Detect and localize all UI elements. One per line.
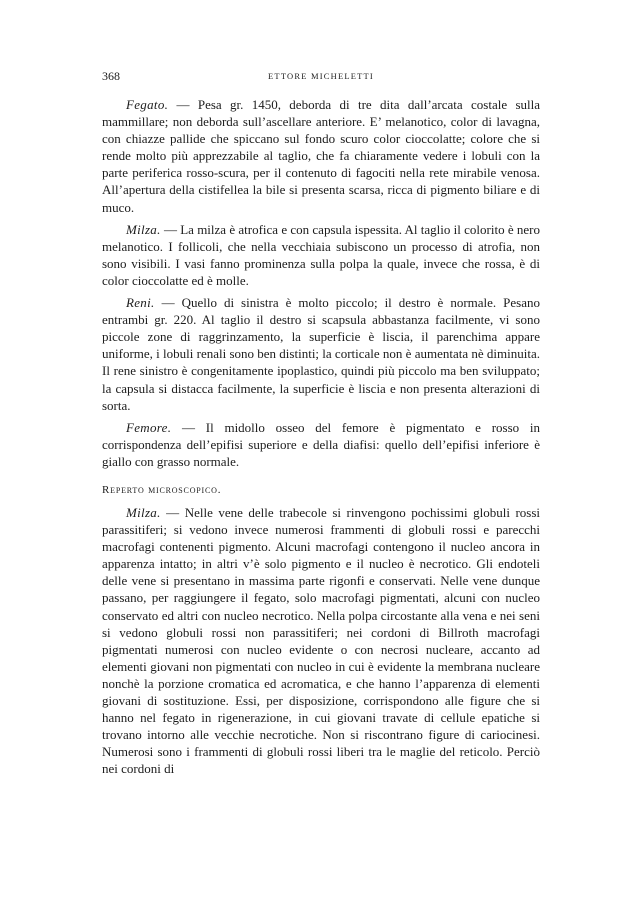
paragraph-text: — Quello di sinistra è molto piccolo; il destro è normale. Pesano entrambi gr. 220. Al taglio il destro si scapsula abbastanza facilmente, vi sono piccole zone di raggrinzamento, la superficie è liscia, il parenchima appare uniforme, i lobuli renali sono ben distinti; la corticale non è aumentata nè diminuita. Il rene sinistro è congenitamente ipoplastico, quindi più piccolo ma ben sviluppato; la capsula si distacca facilmente, la superficie è liscia e non presenta alterazioni di sorta. bbox=[102, 295, 540, 413]
paragraph-milza-microscopic bbox=[102, 504, 540, 778]
paragraph-femore bbox=[102, 419, 540, 470]
term-femore: Femore. bbox=[126, 419, 172, 435]
term-fegato: Fegato. bbox=[126, 97, 169, 112]
term-reni: Reni. bbox=[126, 295, 155, 311]
paragraph-text: — Nelle vene delle trabecole si rinvengono pochissimi globuli rossi parassitiferi; si vedono invece numerosi frammenti di globuli rossi e parecchi macrofagi contenenti pigmento. Alcuni macrofagi contengono il nucleo ancora in apparenza intatto; in altri v’è solo pigmento e il nucleo è necrotico. Gli endoteli delle vene si presentano in massima parte rigonfi e conservati. Nelle vene dunque passano, per raggiungere il fegato, solo macrofagi pigmentati, alcuni con nucleo conservato ed altri con nucleo necrotico. Nella polpa circostante alla vena e nei seni si vedono globuli rossi non parassitiferi; nei cordoni di Billroth macrofagi pigmentati numerosi con nucleo evidente o con necrosi nucleare, accanto ad elementi giovani non pigmentati con nucleo in cui è evidente la membrana nucleare nonchè la porzione cromatica ed acromatica, e che hanno l’apparenza di elementi giovani di sostituzione. Essi, per disposizione, corrispondono alle figure che si hanno nel fegato in rigenerazione, in cui giovani travate di cellule epatiche si trovano intorno alle vecchie necrotiche. Non si riscontrano figure di cariocinesi. Numerosi sono i frammenti di globuli rossi liberi tra le maglie del reticolo. Perciò nei cordoni di bbox=[102, 504, 540, 777]
term-milza-microscopic: Milza. bbox=[126, 504, 161, 520]
page-number: 368 bbox=[102, 69, 120, 83]
page-body bbox=[102, 96, 540, 782]
paragraph-text: — Pesa gr. 1450, deborda di tre dita dall’arcata costale sulla mammillare; non deborda sull’ascellare anteriore. E’ melanotico, color di lavagna, con chiazze pallide che spiccano sul fondo scuro color cioccolatte; colore che si rende molto più apprezzabile al taglio, che fa chiaramente vedere i lobuli con la parte periferica rosso-scura, per il contenuto di fagociti nella rete mirabile venosa. All’apertura della cistifellea la bile si presenta scarsa, ricca di pigmento biliare e di muco. bbox=[102, 97, 540, 215]
paragraph-reni bbox=[102, 294, 540, 414]
running-title: ETTORE MICHELETTI bbox=[268, 71, 374, 81]
paragraph-text: — Il midollo osseo del femore è pigmentato e rosso in corrispondenza dell’epifisi superiore e della diafisi: quello dell’epifisi inferiore è giallo con grasso normale. bbox=[102, 419, 540, 469]
paragraph-milza bbox=[102, 221, 540, 289]
paragraph-text: — La milza è atrofica e con capsula ispessita. Al taglio il colorito è nero melanotico. I follicoli, che nella vecchiaia subiscono un processo di atrofia, non sono visibili. I vasi fanno prominenza sulla polpa la quale, invece che rossa, è di color cioccolatte ed è molle. bbox=[102, 221, 540, 288]
page-header bbox=[102, 69, 540, 85]
term-milza: Milza. bbox=[126, 221, 161, 237]
section-heading: Reperto microscopico. bbox=[102, 483, 222, 496]
paragraph-fegato bbox=[102, 96, 540, 216]
